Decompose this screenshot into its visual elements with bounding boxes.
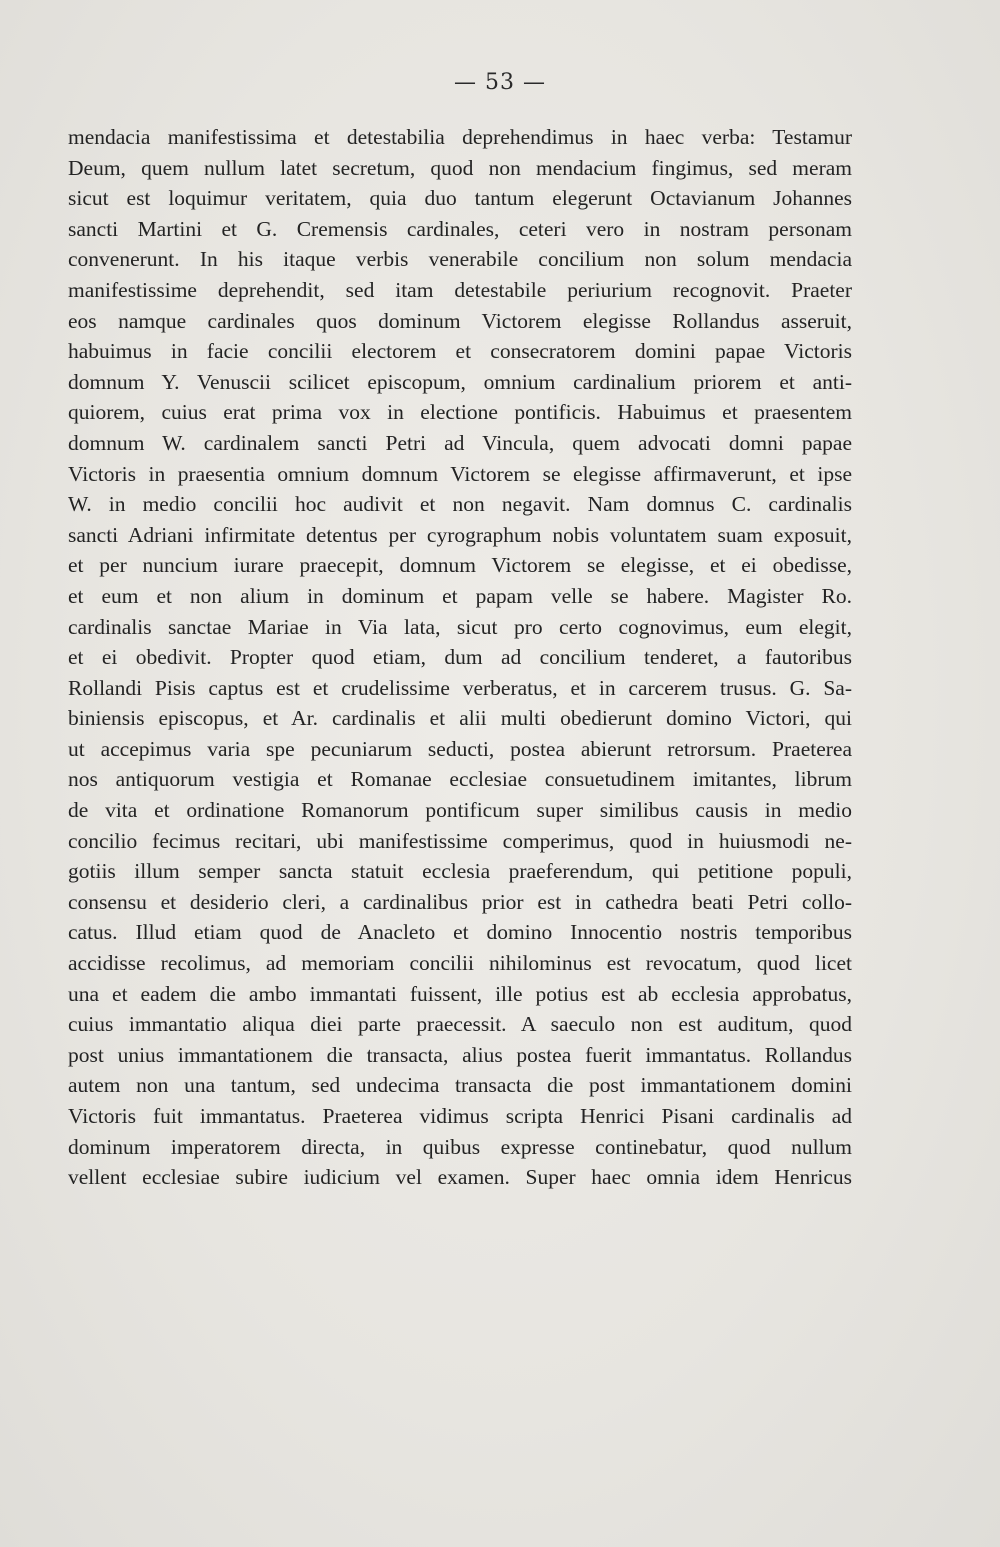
text-line: Rollandi Pisis captus est et crudelissime verberatus, et in carcerem trusus. G. Sa- [68, 675, 852, 700]
text-line: post unius immantationem die transacta, alius postea fuerit immantatus. Rollandus [68, 1042, 852, 1067]
text-line: dominum imperatorem directa, in quibus expresse continebatur, quod nullum [68, 1134, 852, 1159]
text-line: Deum, quem nullum latet secretum, quod non mendacium fingimus, sed meram [68, 155, 852, 180]
text-line: sicut est loquimur veritatem, quia duo tantum elegerunt Octavianum Johannes [68, 186, 852, 211]
text-line: habuimus in facie concilii electorem et consecratorem domini papae Victoris [68, 339, 852, 364]
text-line: Victoris fuit immantatus. Praeterea vidimus scripta Henrici Pisani cardinalis ad [68, 1104, 852, 1128]
text-line: manifestissime deprehendit, sed itam detestabile periurium recognovit. Praeter [68, 277, 852, 302]
text-line: accidisse recolimus, ad memoriam concilii nihilominus est revocatum, quod licet [68, 951, 852, 976]
text-line: quiorem, cuius erat prima vox in electione pontificis. Habuimus et praesentem [68, 400, 852, 425]
text-line: biniensis episcopus, et Ar. cardinalis et alii multi obedierunt domino Victori, qui [68, 706, 852, 731]
page-number: — 53 — [454, 70, 546, 95]
text-line: cardinalis sanctae Mariae in Via lata, sicut pro certo cognovimus, eum elegit, [68, 614, 852, 639]
text-line: sancti Martini et G. Cremensis cardinales, ceteri vero in nostram personam [68, 216, 852, 241]
text-line: domnum W. cardinalem sancti Petri ad Vincula, quem advocati domni papae [68, 430, 852, 455]
text-line: autem non una tantum, sed undecima transacta die post immantationem domini [68, 1073, 852, 1098]
text-line: catus. Illud etiam quod de Anacleto et domino Innocentio nostris temporibus [68, 920, 852, 945]
text-line: convenerunt. In his itaque verbis venerabile concilium non solum mendacia [68, 247, 852, 272]
text-line: mendacia manifestissima et detestabilia deprehendimus in haec verba: Testamur [68, 125, 852, 149]
text-line: eos namque cardinales quos dominum Victorem elegisse Rollandus asseruit, [68, 308, 852, 333]
text-line: nos antiquorum vestigia et Romanae ecclesiae consuetudinem imitantes, librum [68, 767, 852, 792]
text-line: vellent ecclesiae subire iudicium vel examen. Super haec omnia idem Henricus [68, 1165, 852, 1190]
body-text [68, 122, 852, 1193]
text-line: cuius immantatio aliqua diei parte praecessit. A saeculo non est auditum, quod [68, 1012, 852, 1037]
text-line: Victoris in praesentia omnium domnum Victorem se elegisse affirmaverunt, et ipse [68, 461, 852, 486]
text-line: concilio fecimus recitari, ubi manifestissime comperimus, quod in huiusmodi ne- [68, 828, 852, 853]
text-line: et ei obedivit. Propter quod etiam, dum ad concilium tenderet, a fautoribus [68, 645, 852, 670]
text-line: et eum et non alium in dominum et papam velle se habere. Magister Ro. [68, 583, 852, 608]
text-line: de vita et ordinatione Romanorum pontificum super similibus causis in medio [68, 798, 852, 823]
text-line: consensu et desiderio cleri, a cardinalibus prior est in cathedra beati Petri collo- [68, 889, 852, 914]
text-line: W. in medio concilii hoc audivit et non negavit. Nam domnus C. cardinalis [68, 492, 852, 517]
text-line: domnum Y. Venuscii scilicet episcopum, omnium cardinalium priorem et anti- [68, 369, 852, 394]
text-line: gotiis illum semper sancta statuit ecclesia praeferendum, qui petitione populi, [68, 859, 852, 884]
text-line: ut accepimus varia spe pecuniarum seducti, postea abierunt retrorsum. Praeterea [68, 736, 852, 761]
text-line: et per nuncium iurare praecepit, domnum Victorem se elegisse, et ei obedisse, [68, 553, 852, 578]
text-line: sancti Adriani infirmitate detentus per cyrographum nobis voluntatem suam exposuit, [68, 522, 852, 547]
text-line: una et eadem die ambo immantati fuissent, ille potius est ab ecclesia approbatus, [68, 981, 852, 1006]
